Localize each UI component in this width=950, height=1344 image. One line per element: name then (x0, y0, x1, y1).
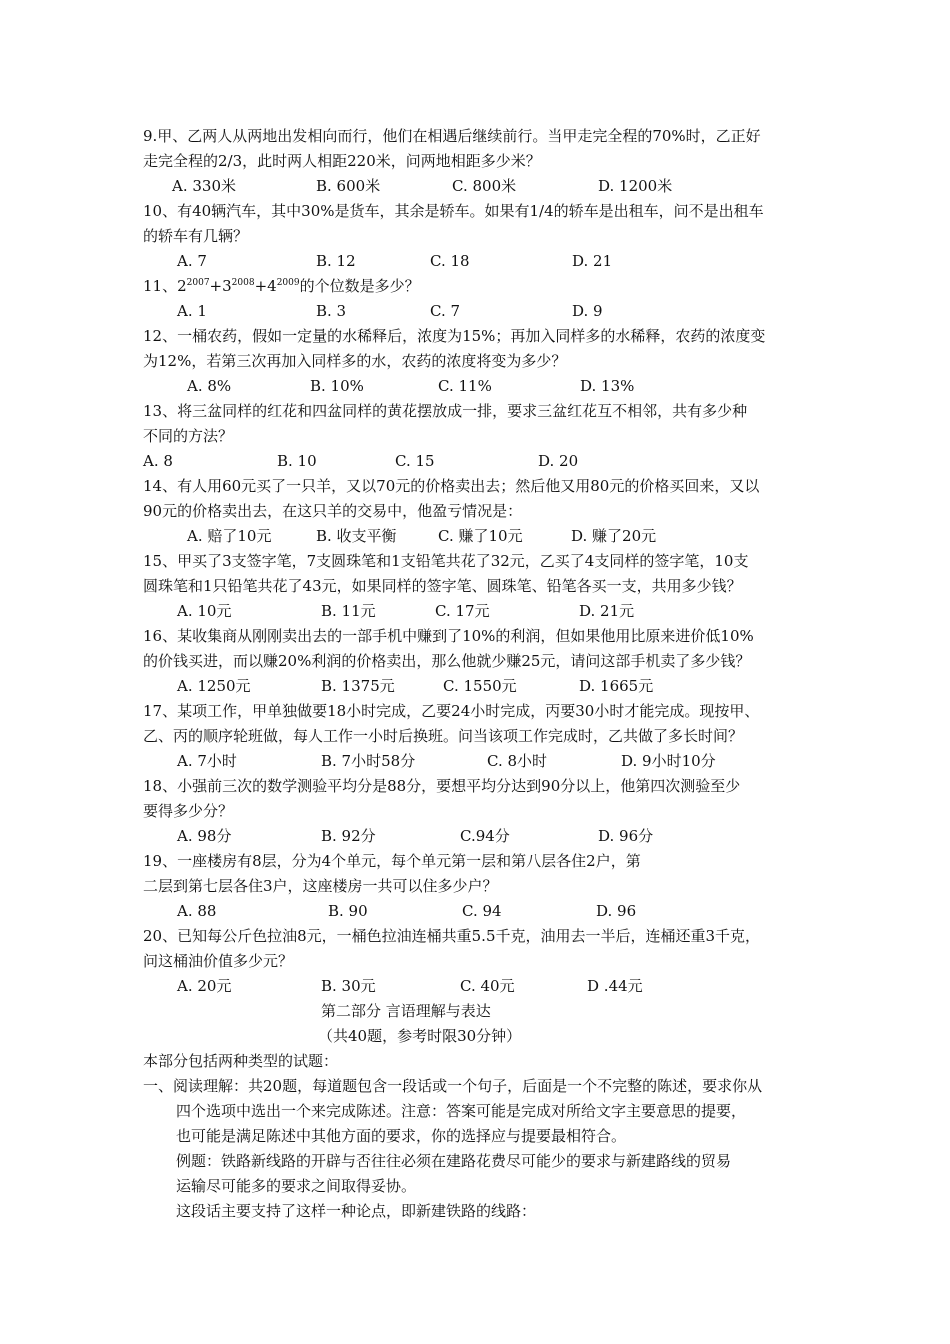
question-18-option-c: C.94分 (460, 827, 510, 845)
question-14-line-2: 90元的价格卖出去，在这只羊的交易中，他盈亏情况是： (143, 502, 523, 520)
question-18-option-b: B. 92分 (321, 827, 376, 845)
question-18-option-a: A. 98分 (177, 827, 232, 845)
question-18-line-1: 18、小强前三次的数学测验平均分是88分，要想平均分达到90分以上，他第四次测验至少 (143, 777, 741, 795)
question-18-line-2: 要得多少分？ (143, 802, 234, 820)
section-2-example-line-2: 运输尽可能多的要求之间取得妥协。 (176, 1177, 417, 1195)
question-14-option-c: C. 赚了10元 (438, 527, 523, 545)
question-11-suffix: 的个位数是多少？ (299, 277, 420, 295)
question-13-option-d: D. 20 (538, 452, 579, 470)
question-14-option-a: A. 赔了10元 (187, 527, 272, 545)
question-12-line-2: 为12%，若第三次再加入同样多的水，农药的浓度将变为多少？ (143, 352, 567, 370)
question-9-line-1: 9.甲、乙两人从两地出发相向而行，他们在相遇后继续前行。当甲走完全程的70%时，乙正好 (143, 127, 761, 145)
question-19-line-1: 19、一座楼房有8层，分为4个单元，每个单元第一层和第八层各住2户，第 (143, 852, 641, 870)
question-17-option-a: A. 7小时 (177, 752, 237, 770)
question-14-option-d: D. 赚了20元 (571, 527, 657, 545)
question-20-line-2: 问这桶油价值多少元？ (143, 952, 294, 970)
question-11-option-a: A. 1 (177, 302, 207, 320)
question-13-option-c: C. 15 (395, 452, 435, 470)
section-2-example-line-3: 这段话主要支持了这样一种论点，即新建铁路的线路： (176, 1202, 537, 1220)
question-11-prefix: 11、2 (143, 277, 187, 295)
question-16-option-a: A. 1250元 (177, 677, 251, 695)
question-11-mid-1: +3 (209, 277, 232, 295)
question-14-option-b: B. 收支平衡 (316, 527, 397, 545)
question-17-option-b: B. 7小时58分 (321, 752, 416, 770)
question-11-option-b: B. 3 (316, 302, 347, 320)
question-19-line-2: 二层到第七层各住3户，这座楼房一共可以住多少户？ (143, 877, 498, 895)
question-15-option-a: A. 10元 (177, 602, 232, 620)
question-18-option-d: D. 96分 (598, 827, 654, 845)
question-17-line-2: 乙、丙的顺序轮班做，每人工作一小时后换班。问当该项工作完成时，乙共做了多长时间？ (143, 727, 744, 745)
section-2-paragraph-line-3: 也可能是满足陈述中其他方面的要求，你的选择应与提要最相符合。 (176, 1127, 627, 1145)
question-10-option-a: A. 7 (177, 252, 207, 270)
question-15-option-d: D. 21元 (579, 602, 635, 620)
question-17-option-c: C. 8小时 (487, 752, 548, 770)
question-10-option-b: B. 12 (316, 252, 356, 270)
question-13-line-2: 不同的方法？ (143, 427, 234, 445)
question-11-exponent-2: 2008 (231, 278, 255, 288)
question-12-option-d: D. 13% (580, 377, 635, 395)
question-10-option-d: D. 21 (572, 252, 613, 270)
question-20-option-b: B. 30元 (321, 977, 376, 995)
question-16-option-b: B. 1375元 (321, 677, 395, 695)
question-10-line-2: 的轿车有几辆？ (143, 227, 249, 245)
question-9-option-c: C. 800米 (452, 177, 517, 195)
section-2-example-line-1: 例题：铁路新线路的开辟与否往往必须在建路花费尽可能少的要求与新建路线的贸易 (176, 1152, 732, 1170)
question-10-line-1: 10、有40辆汽车，其中30%是货车，其余是轿车。如果有1/4的轿车是出租车，问不是出租车 (143, 202, 764, 220)
question-9-option-d: D. 1200米 (598, 177, 673, 195)
question-16-line-2: 的价钱买进，而以赚20%利润的价格卖出，那么他就少赚25元，请问这部手机卖了多少钱？ (143, 652, 751, 670)
question-17-option-d: D. 9小时10分 (621, 752, 716, 770)
question-13-option-a: A. 8 (143, 452, 173, 470)
question-15-option-b: B. 11元 (321, 602, 376, 620)
question-11-exponent-1: 2007 (186, 278, 210, 288)
question-9-option-a: A. 330米 (172, 177, 236, 195)
question-20-option-d: D .44元 (587, 977, 643, 995)
section-2-intro: 本部分包括两种类型的试题： (143, 1052, 339, 1070)
question-15-line-1: 15、甲买了3支签字笔，7支圆珠笔和1支铅笔共花了32元，乙买了4支同样的签字笔，10支 (143, 552, 749, 570)
section-2-title: 第二部分 言语理解与表达 (321, 1002, 491, 1020)
question-16-option-c: C. 1550元 (443, 677, 517, 695)
question-12-option-c: C. 11% (438, 377, 492, 395)
question-16-option-d: D. 1665元 (579, 677, 654, 695)
question-15-option-c: C. 17元 (435, 602, 490, 620)
section-2-paragraph-line-1: 一、阅读理解：共20题，每道题包含一段话或一个句子，后面是一个不完整的陈述，要求你从 (143, 1077, 763, 1095)
question-19-option-d: D. 96 (596, 902, 637, 920)
section-2-paragraph-line-2: 四个选项中选出一个来完成陈述。注意：答案可能是完成对所给文字主要意思的提要， (176, 1102, 747, 1120)
section-2-subtitle: （共40题，参考时限30分钟） (318, 1027, 522, 1045)
question-17-line-1: 17、某项工作，甲单独做要18小时完成，乙要24小时完成，丙要30小时才能完成。现按甲、 (143, 702, 760, 720)
question-19-option-c: C. 94 (462, 902, 502, 920)
question-12-line-1: 12、一桶农药，假如一定量的水稀释后，浓度为15%；再加入同样多的水稀释，农药的浓度变 (143, 327, 766, 345)
question-11-exponent-3: 2009 (276, 278, 300, 288)
question-19-option-a: A. 88 (177, 902, 217, 920)
question-9-line-2: 走完全程的2/3，此时两人相距220米，问两地相距多少米？ (143, 152, 541, 170)
question-12-option-a: A. 8% (187, 377, 232, 395)
question-13-option-b: B. 10 (277, 452, 317, 470)
question-10-option-c: C. 18 (430, 252, 470, 270)
question-14-line-1: 14、有人用60元买了一只羊，又以70元的价格卖出去；然后他又用80元的价格买回来，又以 (143, 477, 760, 495)
question-13-line-1: 13、将三盆同样的红花和四盆同样的黄花摆放成一排，要求三盆红花互不相邻，共有多少种 (143, 402, 748, 420)
question-11-option-d: D. 9 (572, 302, 603, 320)
question-15-line-2: 圆珠笔和1只铅笔共花了43元，如果同样的签字笔、圆珠笔、铅笔各买一支，共用多少钱？ (143, 577, 742, 595)
question-16-line-1: 16、某收集商从刚刚卖出去的一部手机中赚到了10%的利润，但如果他用比原来进价低10% (143, 627, 754, 645)
question-12-option-b: B. 10% (310, 377, 364, 395)
question-20-line-1: 20、已知每公斤色拉油8元，一桶色拉油连桶共重5.5千克，油用去一半后，连桶还重3千克， (143, 927, 761, 945)
question-9-option-b: B. 600米 (316, 177, 381, 195)
question-11-option-c: C. 7 (430, 302, 461, 320)
question-20-option-c: C. 40元 (460, 977, 515, 995)
question-19-option-b: B. 90 (328, 902, 368, 920)
question-11-mid-2: +4 (254, 277, 277, 295)
question-11-stem (143, 276, 420, 296)
question-20-option-a: A. 20元 (177, 977, 232, 995)
